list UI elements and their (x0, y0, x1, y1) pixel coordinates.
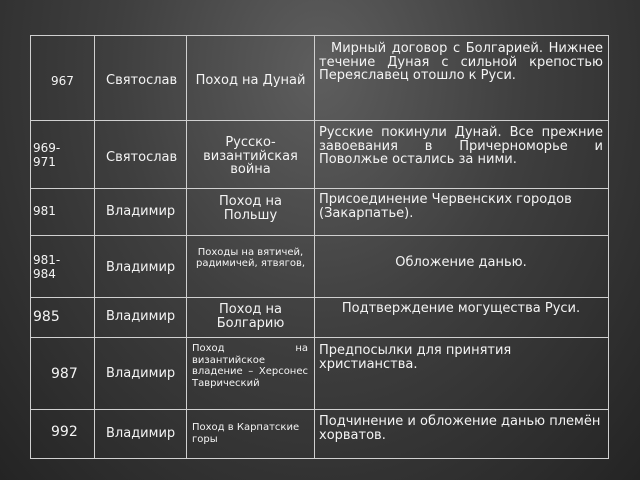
event-text: Поход на Дунай (195, 73, 306, 88)
result-cell (315, 36, 609, 121)
ruler-cell (95, 298, 187, 338)
ruler-cell (95, 36, 187, 121)
ruler-text: Владимир (106, 366, 176, 381)
result-text: Русские покинули Дунай. Все прежние завоевания в Причерноморье и Поволжье остались за ними. (319, 125, 603, 168)
year-cell (31, 338, 95, 410)
table-row (31, 298, 609, 338)
result-text: Предпосылки для принятия христианства. (319, 343, 512, 372)
year-cell (31, 121, 95, 189)
result-cell (315, 189, 609, 236)
result-cell (315, 338, 609, 410)
event-text: Походы на вятичей, радимичей, ятвягов, (195, 247, 306, 269)
event-cell (187, 338, 315, 410)
ruler-text: Святослав (106, 150, 178, 165)
event-cell (187, 121, 315, 189)
year-cell (31, 36, 95, 121)
result-text: Подчинение и обложение данью племён хорватов. (319, 414, 601, 443)
event-cell (187, 410, 315, 459)
table-row (31, 121, 609, 189)
result-cell (315, 298, 609, 338)
table-row (31, 36, 609, 121)
ruler-text: Владимир (106, 260, 176, 275)
table-row (31, 189, 609, 236)
year-cell (31, 410, 95, 459)
table-row (31, 236, 609, 298)
ruler-cell (95, 189, 187, 236)
year-text: 987 (51, 366, 78, 382)
year-cell (31, 236, 95, 298)
result-cell (315, 236, 609, 298)
event-cell (187, 298, 315, 338)
year-cell (31, 189, 95, 236)
year-text: 969-971 (33, 141, 61, 169)
ruler-text: Владимир (106, 426, 176, 441)
result-cell (315, 121, 609, 189)
ruler-cell (95, 121, 187, 189)
ruler-text: Владимир (106, 204, 176, 219)
event-text: Поход на Польшу (219, 194, 282, 223)
event-text: Русско-византийская война (203, 135, 298, 178)
ruler-cell (95, 410, 187, 459)
year-cell (31, 298, 95, 338)
ruler-cell (95, 338, 187, 410)
ruler-cell (95, 236, 187, 298)
year-text: 992 (51, 424, 78, 440)
campaigns-table (30, 35, 609, 459)
year-text: 981 (33, 204, 56, 218)
ruler-text: Владимир (106, 309, 176, 324)
table-row (31, 410, 609, 459)
year-text: 981-984 (33, 253, 61, 281)
result-text: Подтверждение могущества Руси. (341, 301, 581, 316)
table-row (31, 338, 609, 410)
history-table-container (30, 35, 608, 458)
event-text: Поход в Карпатские горы (192, 422, 300, 445)
event-cell (187, 236, 315, 298)
result-cell (315, 410, 609, 459)
result-text: Обложение данью. (395, 255, 527, 270)
ruler-text: Святослав (106, 73, 178, 88)
result-text: Мирный договор с Болгарией. Нижнее течение Дуная с сильной крепостью Переяславец отошло к Руси. (319, 41, 603, 84)
event-cell (187, 36, 315, 121)
event-cell (187, 189, 315, 236)
year-text: 967 (51, 74, 74, 88)
result-text: Присоединение Червенских городов (Закарпатье). (319, 192, 572, 221)
event-text: Поход на византийское владение – Херсонес Таврический (192, 343, 308, 389)
year-text: 985 (33, 309, 60, 325)
event-text: Поход на Болгарию (216, 302, 285, 331)
